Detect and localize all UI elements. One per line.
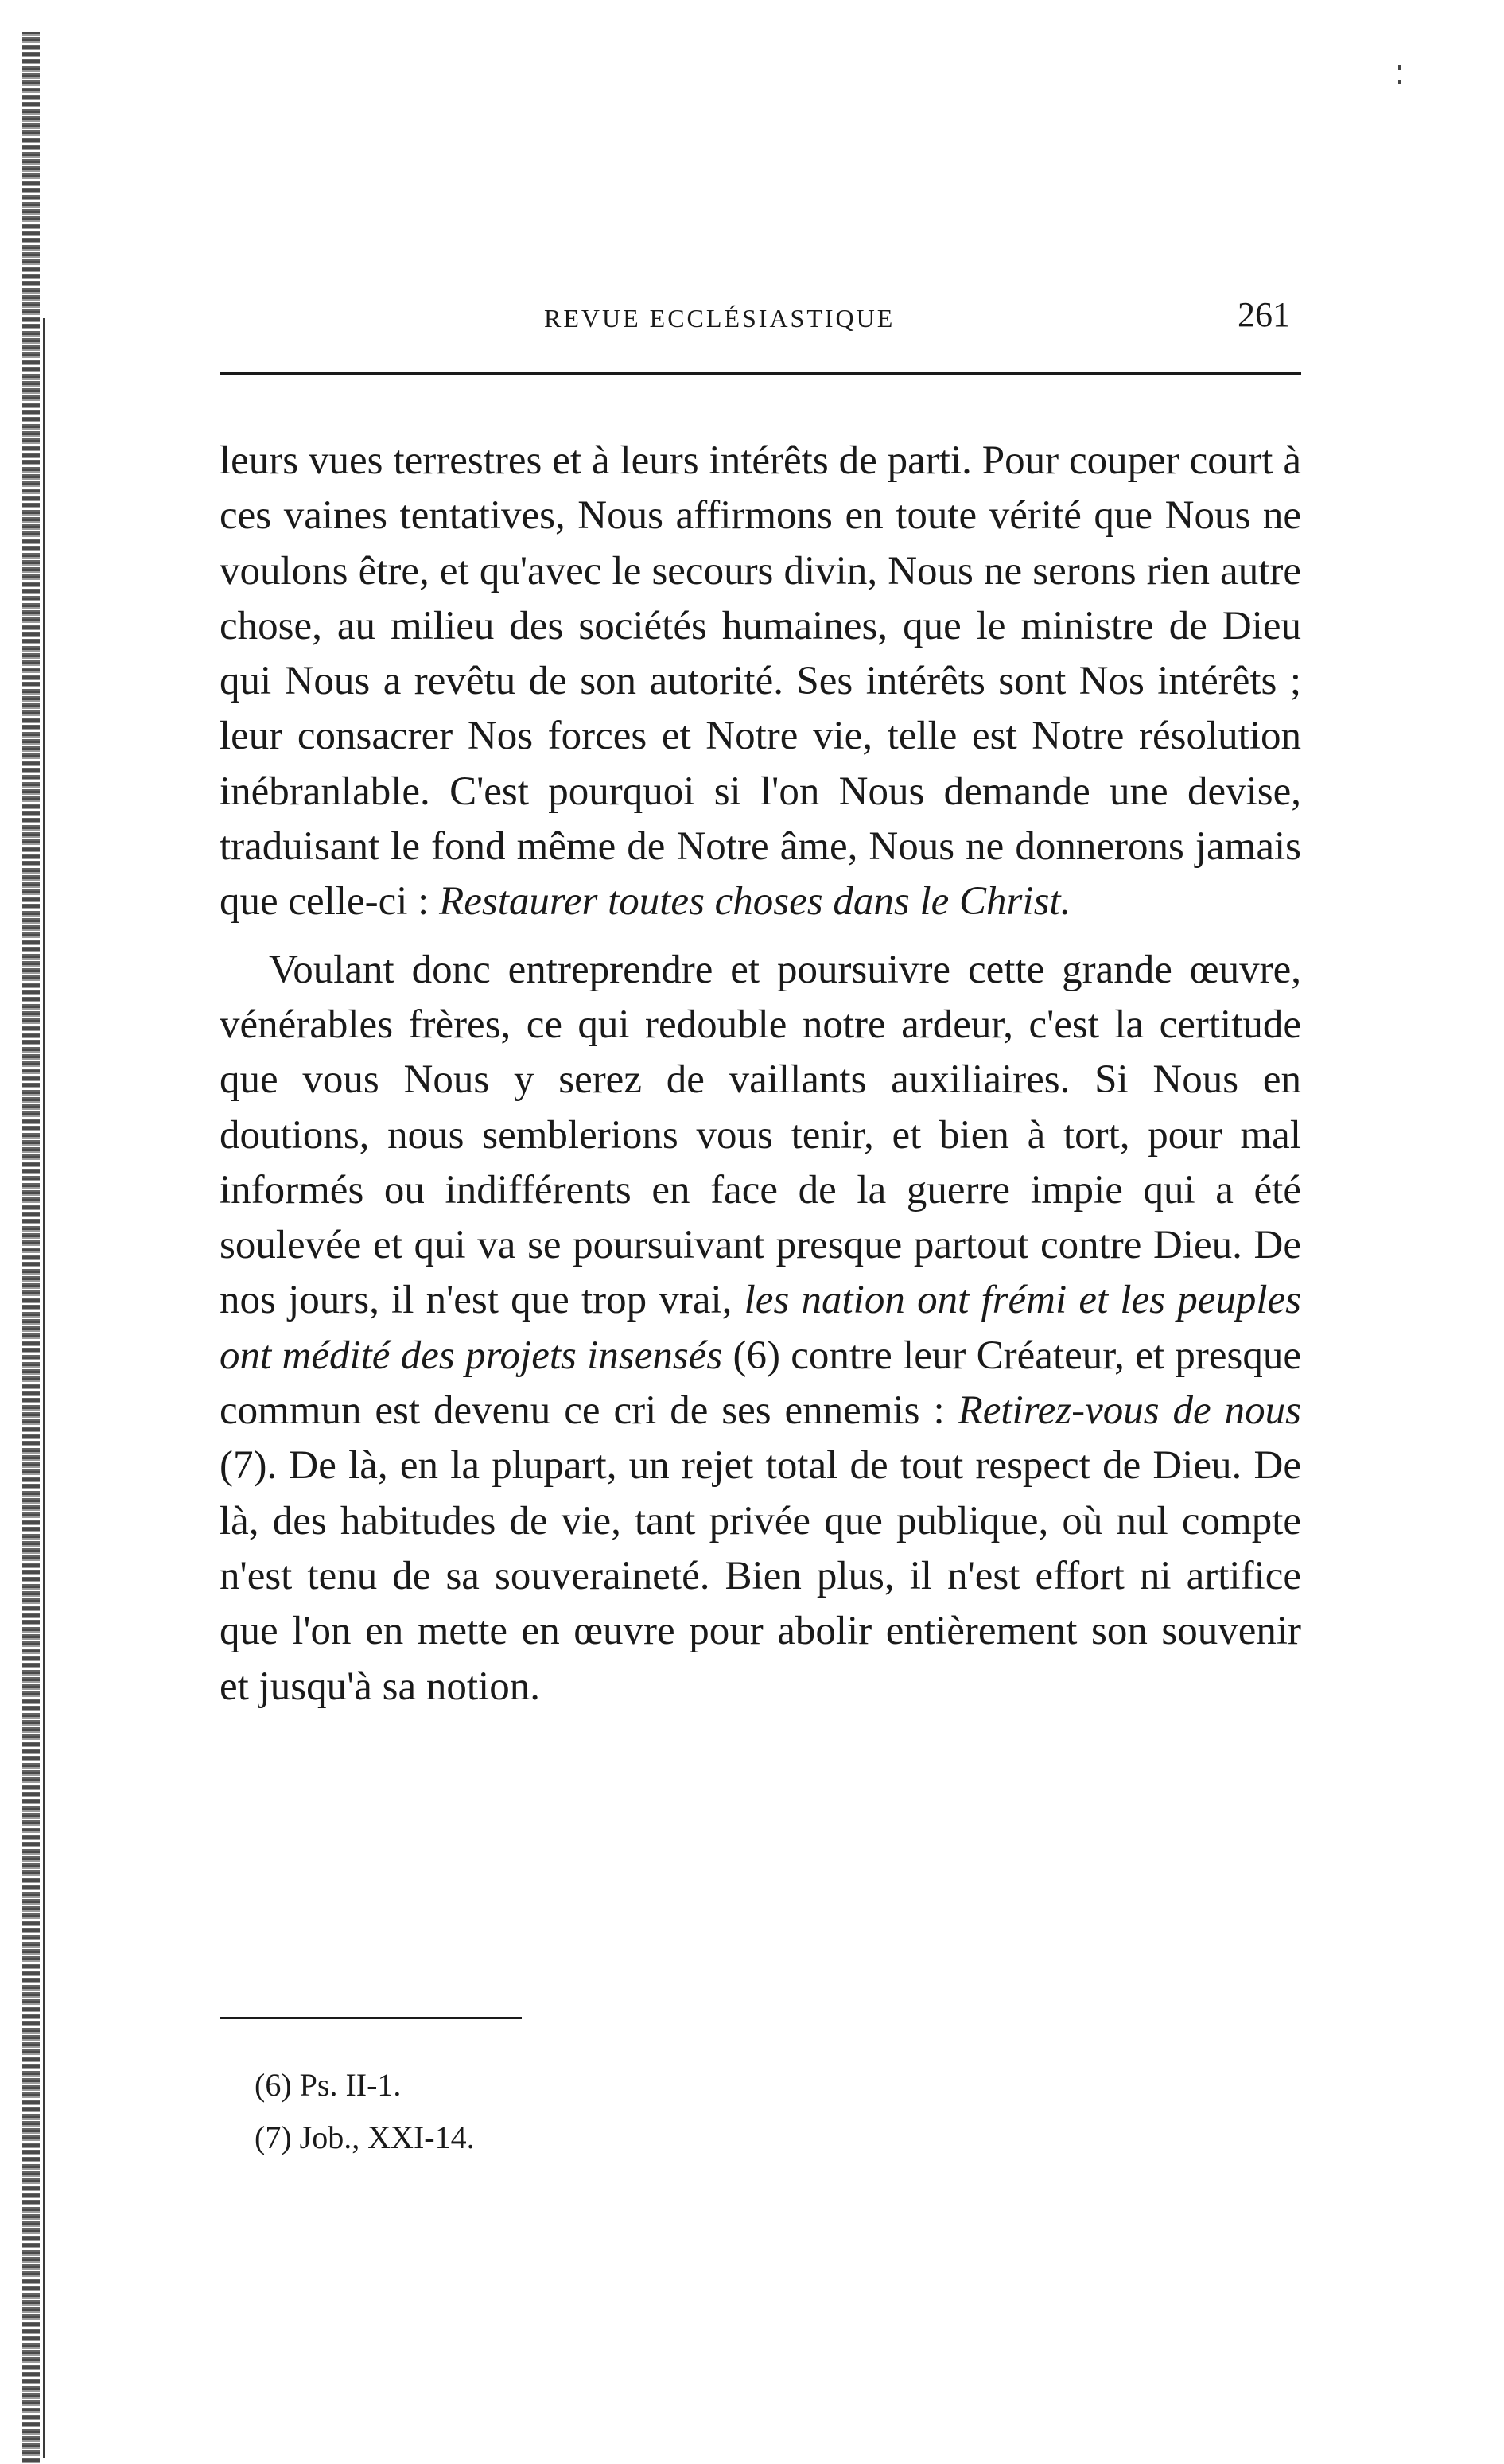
page-binding-line [43, 318, 45, 2458]
stray-ink-mark [1398, 65, 1401, 70]
paragraph-2-text-1: Voulant donc entreprendre et poursuivre cette grande œuvre, vénérables frères, ce qui redouble notre ardeur, c'est la certitude que vous Nous y serez de vaillants auxiliaires. Si Nous en doutions, nous semblerions vous tenir, et bien à tort, pour mal informés ou indifférents en face de la guerre impie qui a été soulevée et qui va se poursuivant presque partout contre Dieu. De nos jours, il n'est que trop vrai, [220, 947, 1301, 1323]
page-header [220, 294, 1301, 342]
paragraph-1 [220, 434, 1301, 930]
page-binding-edge [22, 32, 40, 2464]
body-text [220, 434, 1301, 1715]
header-rule [220, 372, 1301, 375]
page-number: 261 [1238, 295, 1290, 334]
paragraph-2 [220, 943, 1301, 1715]
stray-ink-mark [1398, 80, 1401, 84]
paragraph-2-quote-1: les nation ont frémi et les peuples ont médité des projets insensés [220, 1278, 1302, 1378]
footnote-6: (6) Ps. II-1. [255, 2067, 402, 2103]
paragraph-2-text-3: (7). De là, en la plupart, un rejet total de tout respect de Dieu. De là, des habitudes de vie, tant privée que publique, où nul compte n'est tenu de sa souveraineté. Bien plus, il n'est effort ni artifice que l'on en mette en œuvre pour abolir entièrement son souvenir et jusqu'à sa notion. [220, 1443, 1301, 1709]
paragraph-1-motto: Restaurer toutes choses dans le Christ. [439, 879, 1071, 924]
footnote-rule [220, 2017, 522, 2019]
running-title: REVUE ECCLÉSIASTIQUE [544, 304, 896, 333]
paragraph-2-quote-2: Retirez-vous de nous [958, 1388, 1301, 1434]
paragraph-1-text: leurs vues terrestres et à leurs intérêts de parti. Pour couper court à ces vaines tentatives, Nous affirmons en toute vérité que Nous ne voulons être, et qu'avec le secours divin, Nous ne serons rien autre chose, au milieu des sociétés humaines, que le ministre de Dieu qui Nous a revêtu de son autorité. Ses intérêts sont Nos intérêts ; leur consacrer Nos forces et Notre vie, telle est Notre résolution inébranlable. C'est pourquoi si l'on Nous demande une devise, traduisant le fond même de Notre âme, Nous ne donnerons jamais que celle-ci : [220, 438, 1301, 924]
footnotes [255, 2059, 475, 2164]
paragraph-2-text-2: (6) contre leur Créateur, et presque commun est devenu ce cri de ses ennemis : [220, 1333, 1301, 1434]
footnote-7: (7) Job., XXI-14. [255, 2120, 475, 2155]
